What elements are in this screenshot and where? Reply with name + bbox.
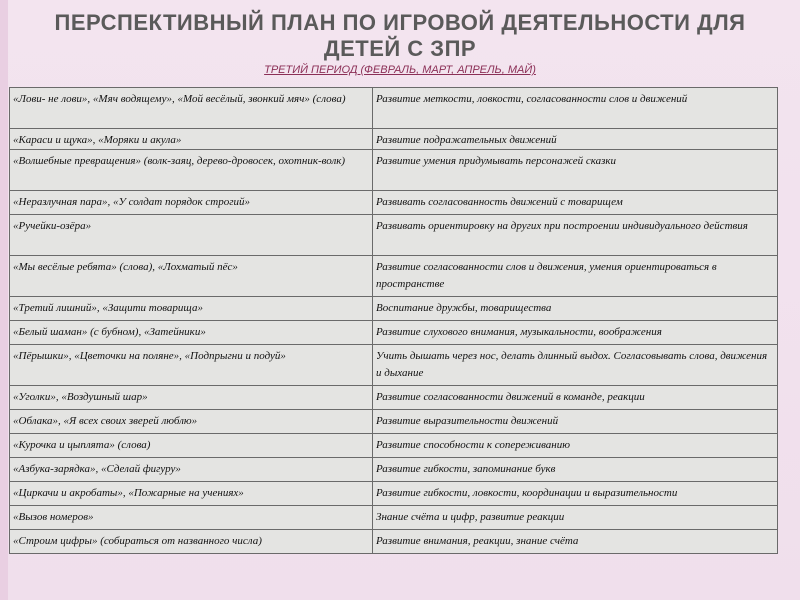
game-cell: «Уголки», «Воздушный шар» [10, 386, 373, 410]
goal-cell: Воспитание дружбы, товарищества [373, 297, 778, 321]
table-row [10, 530, 778, 554]
title-line-2: ДЕТЕЙ С ЗПР [323, 36, 477, 61]
game-cell: «Ручейки-озёра» [10, 215, 373, 256]
table-row [10, 191, 778, 215]
game-cell: «Волшебные превращения» (волк-заяц, дерево-дровосек, охотник-волк) [10, 150, 373, 191]
goal-cell: Учить дышать через нос, делать длинный выдох. Согласовывать слова, движения и дыхание [373, 345, 778, 386]
goal-cell: Развитие выразительности движений [373, 410, 778, 434]
page-title [20, 10, 780, 62]
game-cell: «Азбука-зарядка», «Сделай фигуру» [10, 458, 373, 482]
goal-cell: Знание счёта и цифр, развитие реакции [373, 506, 778, 530]
game-cell: «Строим цифры» (собираться от названного числа) [10, 530, 373, 554]
table-row [10, 345, 778, 386]
goal-cell: Развитие гибкости, запоминание букв [373, 458, 778, 482]
table-row [10, 321, 778, 345]
table-row [10, 434, 778, 458]
goal-cell: Развитие способности к сопереживанию [373, 434, 778, 458]
game-cell: «Третий лишний», «Защити товарища» [10, 297, 373, 321]
table-row [10, 150, 778, 191]
games-table [9, 87, 778, 554]
goal-cell: Развитие подражательных движений [373, 129, 778, 150]
table-row [10, 129, 778, 150]
game-cell: «Мы весёлые ребята» (слова), «Лохматый пёс» [10, 256, 373, 297]
game-cell: «Облака», «Я всех своих зверей люблю» [10, 410, 373, 434]
goal-cell: Развитие меткости, ловкости, согласованности слов и движений [373, 88, 778, 129]
game-cell: «Курочка и цыплята» (слова) [10, 434, 373, 458]
table-row [10, 297, 778, 321]
goal-cell: Развитие согласованности движений в команде, реакции [373, 386, 778, 410]
game-cell: «Неразлучная пара», «У солдат порядок строгий» [10, 191, 373, 215]
goal-cell: Развитие умения придумывать персонажей сказки [373, 150, 778, 191]
table-row [10, 458, 778, 482]
table-row [10, 386, 778, 410]
game-cell: «Караси и щука», «Моряки и акула» [10, 129, 373, 150]
goal-cell: Развивать согласованность движений с товарищем [373, 191, 778, 215]
table-row [10, 410, 778, 434]
title-line-1: ПЕРСПЕКТИВНЫЙ ПЛАН ПО ИГРОВОЙ ДЕЯТЕЛЬНОСТИ ДЛЯ [54, 10, 746, 35]
game-cell: «Пёрышки», «Цветочки на поляне», «Подпрыгни и подуй» [10, 345, 373, 386]
game-cell: «Вызов номеров» [10, 506, 373, 530]
goal-cell: Развивать ориентировку на других при построении индивидуального действия [373, 215, 778, 256]
table-row [10, 215, 778, 256]
table-row [10, 506, 778, 530]
goal-cell: Развитие гибкости, ловкости, координации и выразительности [373, 482, 778, 506]
left-accent-strip [0, 0, 8, 600]
table-row [10, 482, 778, 506]
game-cell: «Белый шаман» (с бубном), «Затейники» [10, 321, 373, 345]
goal-cell: Развитие внимания, реакции, знание счёта [373, 530, 778, 554]
table-row [10, 256, 778, 297]
game-cell: «Циркачи и акробаты», «Пожарные на учениях» [10, 482, 373, 506]
game-cell: «Лови- не лови», «Мяч водящему», «Мой весёлый, звонкий мяч» (слова) [10, 88, 373, 129]
page-subtitle: ТРЕТИЙ ПЕРИОД (ФЕВРАЛЬ, МАРТ, АПРЕЛЬ, МАЙ) [264, 64, 536, 76]
goal-cell: Развитие согласованности слов и движения, умения ориентироваться в пространстве [373, 256, 778, 297]
goal-cell: Развитие слухового внимания, музыкальности, воображения [373, 321, 778, 345]
table-row [10, 88, 778, 129]
